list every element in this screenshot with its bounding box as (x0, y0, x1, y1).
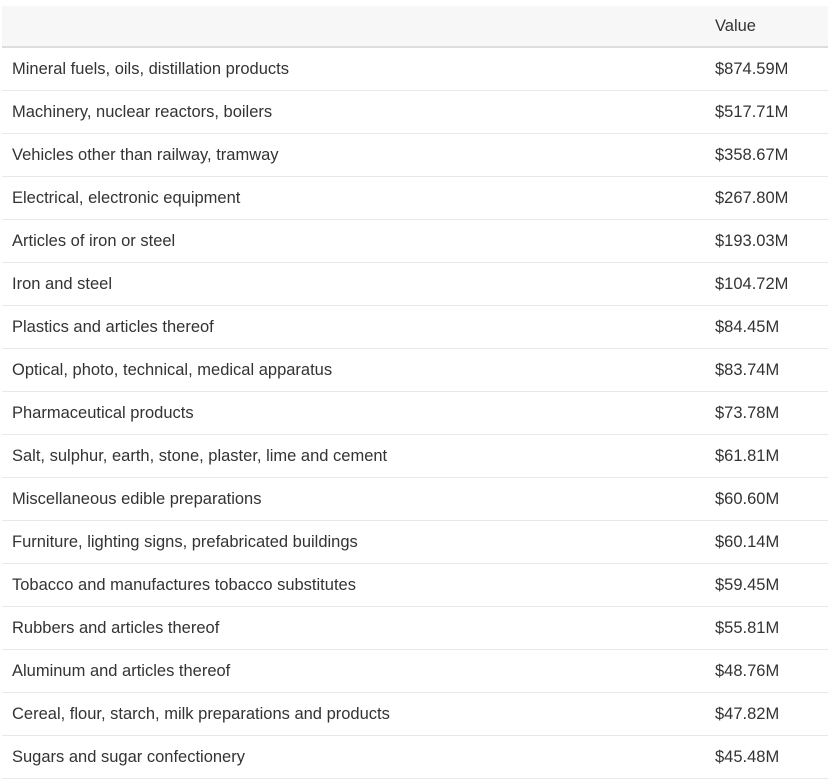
row-value-cell: $60.60M (715, 478, 828, 521)
header-row (2, 6, 828, 47)
row-name-cell: Vehicles other than railway, tramway (2, 134, 715, 177)
table-row (2, 521, 828, 564)
row-name-cell: Mineral fuels, oils, distillation products (2, 47, 715, 91)
table-row (2, 177, 828, 220)
row-value-cell: $358.67M (715, 134, 828, 177)
row-value-cell: $193.03M (715, 220, 828, 263)
row-value-cell: $83.74M (715, 349, 828, 392)
row-name-cell: Sugars and sugar confectionery (2, 736, 715, 779)
row-value-cell: $47.82M (715, 693, 828, 736)
row-value-cell: $73.78M (715, 392, 828, 435)
trade-table-container (2, 6, 828, 779)
table-row (2, 693, 828, 736)
table-row (2, 392, 828, 435)
header-name (2, 6, 715, 47)
table-row (2, 435, 828, 478)
row-value-cell: $104.72M (715, 263, 828, 306)
row-name-cell: Pharmaceutical products (2, 392, 715, 435)
row-name-cell: Optical, photo, technical, medical apparatus (2, 349, 715, 392)
row-name-cell: Rubbers and articles thereof (2, 607, 715, 650)
row-name-cell: Machinery, nuclear reactors, boilers (2, 91, 715, 134)
row-value-cell: $60.14M (715, 521, 828, 564)
row-name-cell: Cereal, flour, starch, milk preparations and products (2, 693, 715, 736)
row-value-cell: $45.48M (715, 736, 828, 779)
table-row (2, 650, 828, 693)
table-row (2, 478, 828, 521)
table-row (2, 134, 828, 177)
row-name-cell: Salt, sulphur, earth, stone, plaster, lime and cement (2, 435, 715, 478)
table-row (2, 263, 828, 306)
row-name-cell: Iron and steel (2, 263, 715, 306)
table-row (2, 349, 828, 392)
row-value-cell: $55.81M (715, 607, 828, 650)
row-value-cell: $61.81M (715, 435, 828, 478)
row-value-cell: $59.45M (715, 564, 828, 607)
table-row (2, 47, 828, 91)
row-name-cell: Electrical, electronic equipment (2, 177, 715, 220)
row-name-cell: Tobacco and manufactures tobacco substitutes (2, 564, 715, 607)
row-value-cell: $48.76M (715, 650, 828, 693)
row-value-cell: $874.59M (715, 47, 828, 91)
trade-table (2, 6, 828, 779)
table-row (2, 306, 828, 349)
row-value-cell: $267.80M (715, 177, 828, 220)
row-value-cell: $517.71M (715, 91, 828, 134)
table-row (2, 220, 828, 263)
row-value-cell: $84.45M (715, 306, 828, 349)
table-body (2, 47, 828, 779)
row-name-cell: Articles of iron or steel (2, 220, 715, 263)
table-header (2, 6, 828, 47)
row-name-cell: Plastics and articles thereof (2, 306, 715, 349)
table-row (2, 564, 828, 607)
row-name-cell: Furniture, lighting signs, prefabricated buildings (2, 521, 715, 564)
row-name-cell: Aluminum and articles thereof (2, 650, 715, 693)
table-row (2, 736, 828, 779)
header-value: Value (715, 6, 828, 47)
table-row (2, 607, 828, 650)
table-row (2, 91, 828, 134)
row-name-cell: Miscellaneous edible preparations (2, 478, 715, 521)
